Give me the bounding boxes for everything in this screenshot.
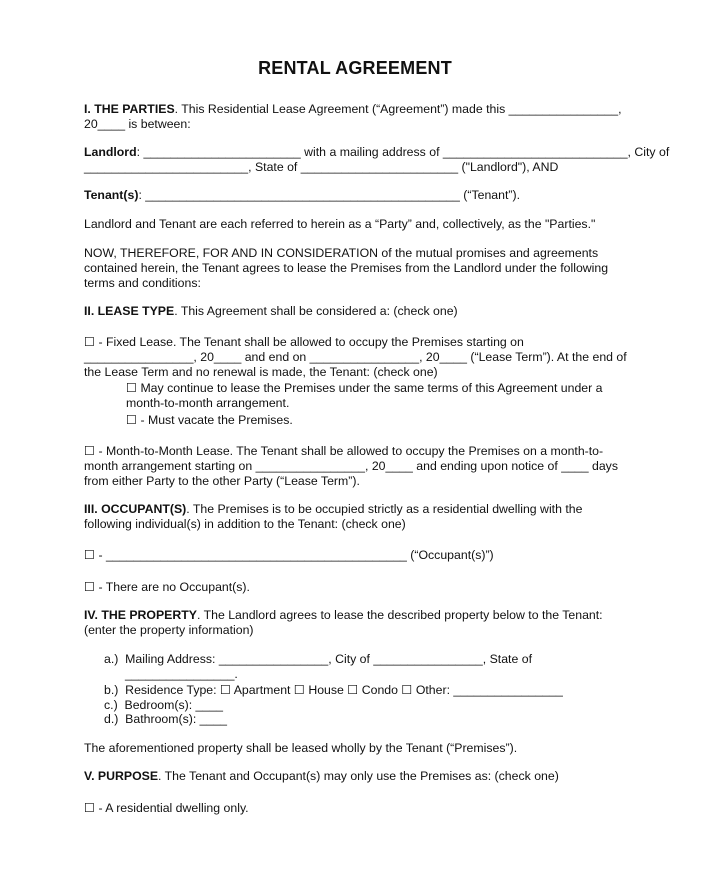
property-heading: IV. THE PROPERTY xyxy=(84,608,197,622)
purpose-heading: V. PURPOSE xyxy=(84,769,159,783)
fixed-option-vacate: ☐ - Must vacate the Premises. xyxy=(126,413,293,427)
property-item-b: b.) Residence Type: ☐ Apartment ☐ House ☐ Condo ☐ Other: ________________ xyxy=(104,683,563,697)
property-item-a-line-1: a.) Mailing Address: ________________, City of ________________, State of xyxy=(104,652,532,666)
premises-note: The aforementioned property shall be leased wholly by the Tenant (“Premises”). xyxy=(84,741,518,755)
m2m-lease-line-3: from either Party to the other Party (“Lease Term”). xyxy=(84,474,360,488)
occupants-line-2: following individual(s) in addition to the Tenant: (check one) xyxy=(84,517,406,531)
fixed-option-continue-line-2: month-to-month arrangement. xyxy=(126,396,290,410)
fixed-lease-line-3: the Lease Term and no renewal is made, the Tenant: (check one) xyxy=(84,365,438,379)
now-line-3: terms and conditions: xyxy=(84,276,201,290)
fixed-lease-line-2: ________________, 20____ and end on ________________, 20____ (“Lease Term”). At the end of xyxy=(84,350,627,364)
tenant-label: Tenant(s) xyxy=(84,188,139,202)
property-line-1: IV. THE PROPERTY. The Landlord agrees to lease the described property below to the Tenant: xyxy=(84,608,603,622)
parties-line-1: I. THE PARTIES. This Residential Lease Agreement (“Agreement”) made this ________________, xyxy=(84,102,622,116)
now-line-1: NOW, THEREFORE, FOR AND IN CONSIDERATION of the mutual promises and agreements xyxy=(84,246,599,260)
now-line-2: contained herein, the Tenant agrees to lease the Premises from the Landlord under the following xyxy=(84,261,609,275)
lease-type-line: II. LEASE TYPE. This Agreement shall be considered a: (check one) xyxy=(84,304,458,318)
tenant-line: Tenant(s): ______________________________________________ (“Tenant”). xyxy=(84,188,520,202)
occupants-line-1: III. OCCUPANT(S). The Premises is to be occupied strictly as a residential dwelling with the xyxy=(84,502,583,516)
property-item-d: d.) Bathroom(s): ____ xyxy=(104,712,228,726)
lease-type-heading: II. LEASE TYPE xyxy=(84,304,175,318)
property-item-c: c.) Bedroom(s): ____ xyxy=(104,698,223,712)
landlord-line-1: Landlord: _______________________ with a mailing address of ___________________________, City of xyxy=(84,145,670,159)
m2m-lease-line-1: ☐ - Month-to-Month Lease. The Tenant shall be allowed to occupy the Premises on a month-to- xyxy=(84,444,604,458)
fixed-option-continue-line-1: ☐ May continue to lease the Premises under the same terms of this Agreement under a xyxy=(126,381,603,395)
parties-line-2: 20____ is between: xyxy=(84,117,191,131)
party-note: Landlord and Tenant are each referred to herein as a “Party” and, collectively, as the "Parties." xyxy=(84,217,596,231)
occupants-option-none: ☐ - There are no Occupant(s). xyxy=(84,580,250,594)
m2m-lease-line-2: month arrangement starting on ________________, 20____ and ending upon notice of ____ days xyxy=(84,459,618,473)
fixed-lease-line-1: ☐ - Fixed Lease. The Tenant shall be allowed to occupy the Premises starting on xyxy=(84,335,524,349)
document-title: RENTAL AGREEMENT xyxy=(258,58,452,78)
purpose-line-1: V. PURPOSE. The Tenant and Occupant(s) may only use the Premises as: (check one) xyxy=(84,769,559,783)
property-item-a-line-2: ________________. xyxy=(125,667,238,681)
landlord-label: Landlord xyxy=(84,145,137,159)
parties-heading: I. THE PARTIES xyxy=(84,102,175,116)
occupants-option-list: ☐ - ____________________________________________ (“Occupant(s)”) xyxy=(84,548,494,562)
property-line-2: (enter the property information) xyxy=(84,623,254,637)
landlord-line-2: ________________________, State of _______________________ ("Landlord"), AND xyxy=(84,160,559,174)
purpose-option-residential: ☐ - A residential dwelling only. xyxy=(84,801,249,815)
occupants-heading: III. OCCUPANT(S) xyxy=(84,502,187,516)
